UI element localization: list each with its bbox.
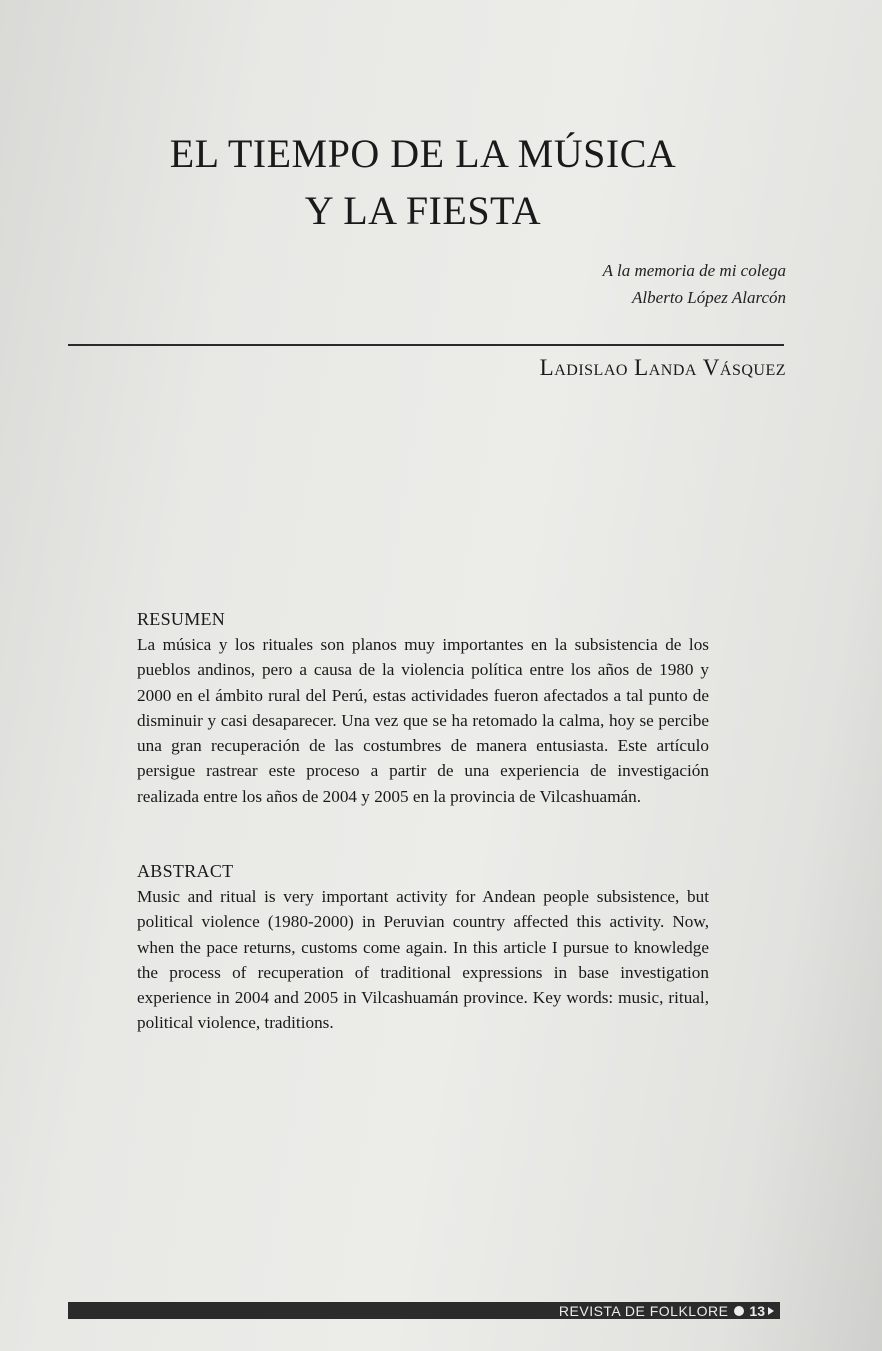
dedication-line-2: Alberto López Alarcón — [632, 288, 786, 307]
article-title-line-2: Y LA FIESTA — [304, 188, 542, 233]
title-divider — [68, 344, 784, 346]
footer-bar — [68, 1302, 780, 1319]
resumen-paragraph: La música y los rituales son planos muy importantes en la subsistencia de los pueblos andinos, pero a causa de la violencia política entre los años de 1980 y 2000 en el ámbito rural del Perú, estas actividades fueron afectados a tal punto de disminuir y casi desaparecer. Una vez que se ha retomado la calma, hoy se percibe una gran recuperación de las costumbres de manera entusiasta. Este artículo persigue rastrear este proceso a partir de una experiencia de investigación realizada entre los años de 2004 y 2005 en la provincia de Vilcashuamán. — [137, 635, 709, 806]
resumen-heading: RESUMEN — [137, 609, 226, 629]
article-title-line-1: EL TIEMPO DE LA MÚSICA — [169, 131, 677, 176]
journal-name: REVISTA DE FOLKLORE — [558, 1302, 729, 1319]
arrow-right-icon — [768, 1307, 774, 1315]
abstract-paragraph: Music and ritual is very important activity for Andean people subsistence, but political violence (1980-2000) in Peruvian country affected this activity. Now, when the pace returns, customs come again. In this article I pursue to knowledge the process of recuperation of traditional expressions in base investigation experience in 2004 and 2005 in Vilcashuamán province. Key words: music, ritual, political violence, traditions. — [137, 887, 709, 1033]
filled-circle-icon — [734, 1306, 744, 1316]
author-name: Ladislao Landa Vásquez — [539, 355, 786, 380]
dedication-line-1: A la memoria de mi colega — [602, 261, 786, 280]
page-number: 13 — [749, 1302, 765, 1319]
abstract-heading: ABSTRACT — [137, 861, 234, 881]
